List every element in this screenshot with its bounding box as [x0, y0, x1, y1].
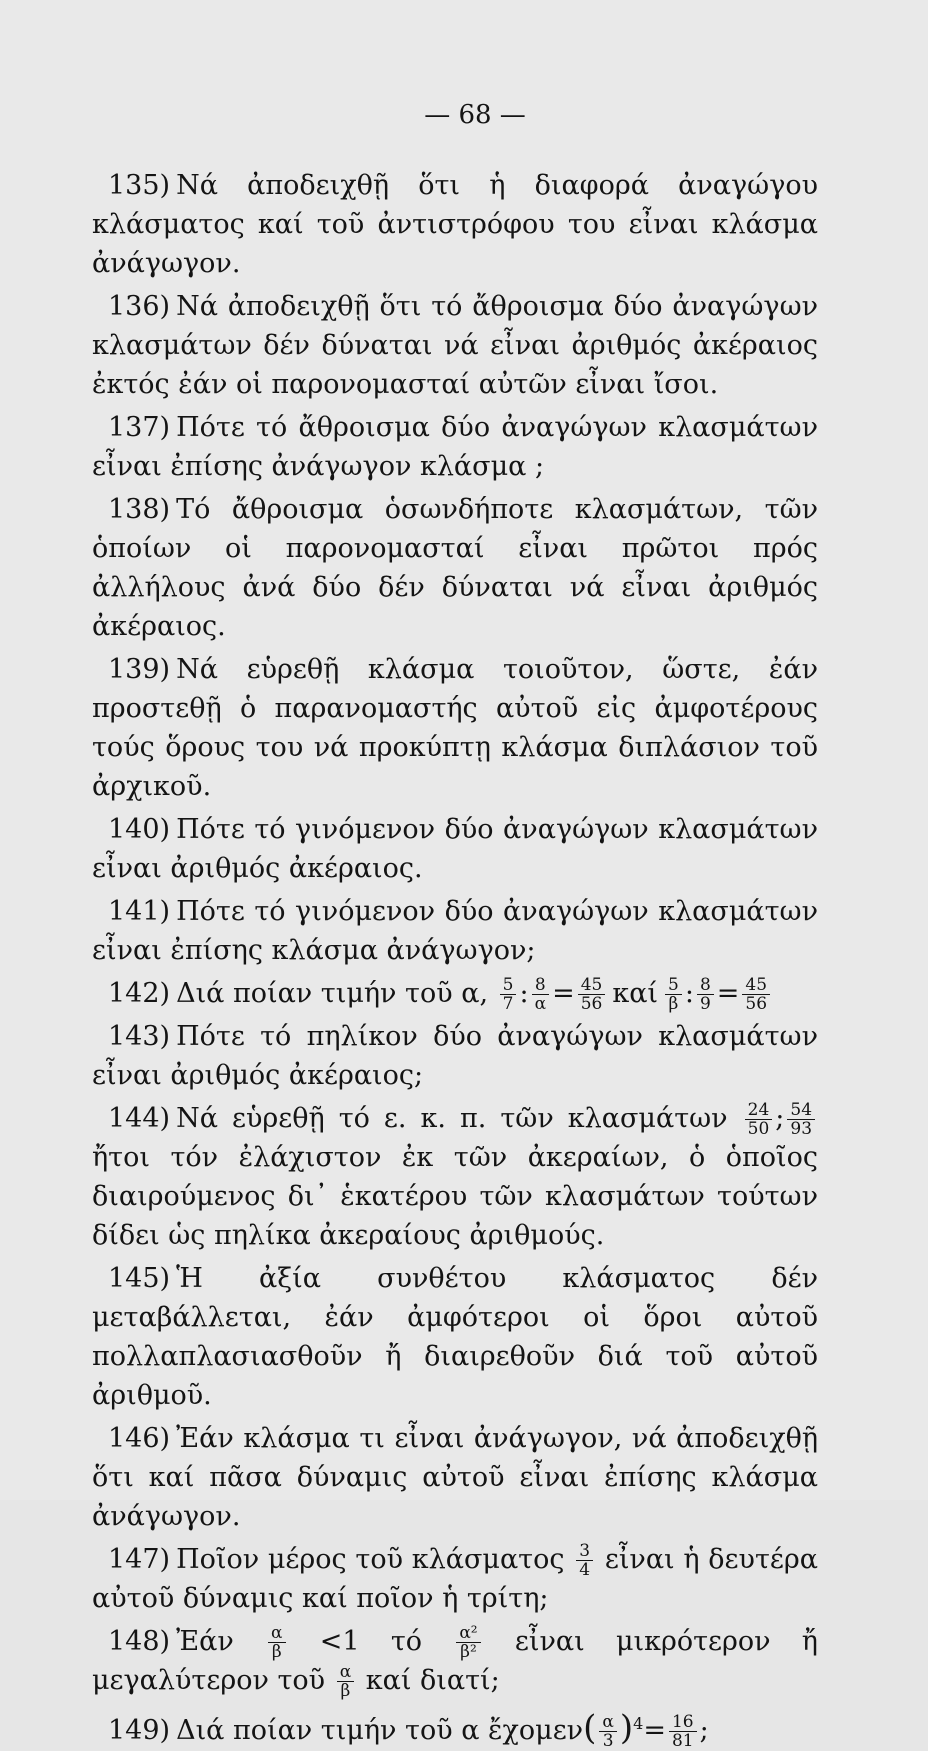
fraction — [665, 976, 682, 1013]
fraction — [268, 1624, 285, 1661]
numerator: 16 — [669, 1713, 697, 1732]
fraction — [742, 976, 770, 1013]
denominator: 56 — [580, 994, 603, 1014]
problem-138 — [92, 490, 818, 646]
problem-text: Ἐάν — [176, 1626, 234, 1657]
inequality: <1 τό — [319, 1626, 423, 1657]
fraction — [337, 1663, 354, 1700]
fraction — [599, 1713, 616, 1750]
problem-text: Ἐάν κλάσμα τι εἶναι ἀνάγωγον, νά ἀποδειχθῇ ὅτι καί πᾶσα δύναμις αὐτοῦ εἶναι ἐπίσης κλάσμα ἀνάγωγον. — [92, 1423, 818, 1532]
problem-143 — [92, 1017, 818, 1095]
problem-text: Νά ἀποδειχθῇ ὅτι ἡ διαφορά ἀναγώγου κλάσματος καί τοῦ ἀντιστρόφου του εἶναι κλάσμα ἀνάγωγον. — [92, 170, 818, 279]
problem-text-continued: ἤτοι τόν ἐλάχιστον ἐκ τῶν ἀκεραίων, ὁ ὁποῖος διαιρούμενος δι᾽ ἑκατέρου τῶν κλασμάτων τούτων δίδει ὡς πηλίκα ἀκεραίους ἀριθμούς. — [92, 1142, 818, 1251]
operator: = — [716, 978, 740, 1009]
page-number: — 68 — — [424, 100, 526, 130]
fraction — [697, 976, 714, 1013]
problem-number: 142) — [108, 978, 171, 1009]
numerator: 8 — [532, 976, 549, 995]
problem-number: 139) — [108, 654, 171, 685]
denominator: 3 — [602, 1731, 614, 1751]
denominator: β — [668, 994, 679, 1014]
problem-number: 147) — [108, 1544, 171, 1575]
denominator: 50 — [747, 1119, 770, 1139]
problem-text: Πότε τό γινόμενον δύο ἀναγώγων κλασμάτων εἶναι ἐπίσης κλάσμα ἀνάγωγον; — [92, 896, 818, 966]
problem-number: 146) — [108, 1423, 171, 1454]
numerator: 45 — [742, 976, 770, 995]
problem-number: 145) — [108, 1263, 171, 1294]
problem-text: Πότε τό πηλίκον δύο ἀναγώγων κλασμάτων εἶναι ἀριθμός ἀκέραιος; — [92, 1021, 818, 1091]
numerator: α — [599, 1713, 616, 1732]
problem-139 — [92, 650, 818, 806]
problem-148 — [92, 1622, 818, 1700]
exponent: 4 — [633, 1714, 644, 1733]
problem-text: Ποῖον μέρος τοῦ κλάσματος — [176, 1544, 565, 1575]
denominator: β — [271, 1642, 282, 1662]
denominator: 7 — [502, 994, 514, 1014]
operator: = — [552, 978, 575, 1009]
numerator: 5 — [500, 976, 517, 995]
problem-149 — [92, 1704, 818, 1750]
denominator: 4 — [579, 1560, 591, 1580]
problem-text: Νά ἀποδειχθῇ ὅτι τό ἄθροισμα δύο ἀναγώγων κλασμάτων δέν δύναται νά εἶναι ἀριθμός ἀκέραιος ἐκτός ἐάν οἱ παρονομασταί αὐτῶν εἶναι ἴσοι. — [92, 291, 818, 400]
fraction — [500, 976, 517, 1013]
parenthesis-close: ) — [619, 1708, 634, 1748]
problem-number: 137) — [108, 412, 171, 443]
punctuation: ; — [699, 1715, 709, 1746]
problem-number: 149) — [108, 1715, 171, 1746]
operator: = — [643, 1715, 666, 1746]
problem-142 — [92, 974, 818, 1013]
problem-text: Διά ποίαν τιμήν τοῦ α ἔχομεν — [176, 1715, 584, 1746]
fraction — [669, 1713, 697, 1750]
problem-145 — [92, 1259, 818, 1415]
problem-number: 144) — [108, 1103, 171, 1134]
numerator: 8 — [697, 976, 714, 995]
problem-text: Πότε τό ἄθροισμα δύο ἀναγώγων κλασμάτων εἶναι ἐπίσης ἀνάγωγον κλάσμα ; — [92, 412, 818, 482]
problem-text: Νά εὑρεθῇ κλάσμα τοιοῦτον, ὥστε, ἐάν προστεθῇ ὁ παρανομαστής αὐτοῦ εἰς ἀμφοτέρους τούς ὅρους του νά προκύπτῃ κλάσμα διπλάσιον τοῦ ἀρχικοῦ. — [92, 654, 818, 802]
problem-140 — [92, 810, 818, 888]
numerator: 54 — [787, 1101, 815, 1120]
numerator: 3 — [576, 1542, 593, 1561]
problem-number: 143) — [108, 1021, 171, 1052]
numerator: α — [337, 1663, 354, 1682]
problem-number: 138) — [108, 494, 171, 525]
parenthesis-open: ( — [583, 1708, 597, 1748]
problem-136 — [92, 287, 818, 404]
numerator: 45 — [578, 976, 606, 995]
fraction — [578, 976, 606, 1013]
problem-135 — [92, 166, 818, 283]
problem-147 — [92, 1540, 818, 1618]
fraction — [532, 976, 549, 1013]
problem-text-end: καί διατί; — [365, 1665, 500, 1696]
fraction — [576, 1542, 593, 1579]
denominator: 81 — [671, 1731, 694, 1751]
operator: : — [684, 978, 694, 1009]
problem-141 — [92, 892, 818, 970]
denominator: 9 — [699, 994, 711, 1014]
denominator: β — [340, 1681, 351, 1701]
conjunction: καί — [612, 978, 659, 1009]
problem-number: 136) — [108, 291, 171, 322]
numerator: 24 — [745, 1101, 773, 1120]
problem-text: Νά εὑρεθῇ τό ε. κ. π. τῶν κλασμάτων — [176, 1103, 728, 1134]
problem-text-continued: εἶναι ἡ δευτέρα αὐτοῦ δύναμις καί ποῖον ἡ τρίτη; — [92, 1544, 818, 1614]
denominator: α — [534, 994, 547, 1014]
denominator: β² — [460, 1642, 477, 1662]
operator: : — [519, 978, 529, 1009]
problem-number: 141) — [108, 896, 171, 927]
problem-number: 148) — [108, 1626, 171, 1657]
problem-137 — [92, 408, 818, 486]
problem-number: 135) — [108, 170, 171, 201]
problem-144 — [92, 1099, 818, 1255]
denominator: 56 — [745, 994, 768, 1014]
problem-text-continued: εἶναι μικρότερον ἤ μεγαλύτερον τοῦ — [92, 1626, 818, 1696]
problem-146 — [92, 1419, 818, 1536]
numerator: α — [268, 1624, 285, 1643]
fraction — [745, 1101, 773, 1138]
problem-text: Πότε τό γινόμενον δύο ἀναγώγων κλασμάτων εἶναι ἀριθμός ἀκέραιος. — [92, 814, 818, 884]
problem-number: 140) — [108, 814, 171, 845]
problem-text: Διά ποίαν τιμήν τοῦ α, — [176, 978, 489, 1009]
separator: ; — [775, 1103, 785, 1134]
problem-text: Ἡ ἀξία συνθέτου κλάσματος δέν μεταβάλλεται, ἐάν ἀμφότεροι οἱ ὅροι αὐτοῦ πολλαπλασιασθοῦν ἤ διαιρεθοῦν διά τοῦ αὐτοῦ ἀριθμοῦ. — [92, 1263, 818, 1411]
problem-text: Τό ἄθροισμα ὁσωνδήποτε κλασμάτων, τῶν ὁποίων οἱ παρονομασταί εἶναι πρῶτοι πρός ἀλλήλους ἀνά δύο δέν δύναται νά εἶναι ἀριθμός ἀκέραιος. — [92, 494, 818, 642]
numerator: 5 — [665, 976, 682, 995]
fraction — [787, 1101, 815, 1138]
fraction — [456, 1624, 480, 1661]
numerator: α² — [456, 1624, 480, 1643]
denominator: 93 — [790, 1119, 813, 1139]
